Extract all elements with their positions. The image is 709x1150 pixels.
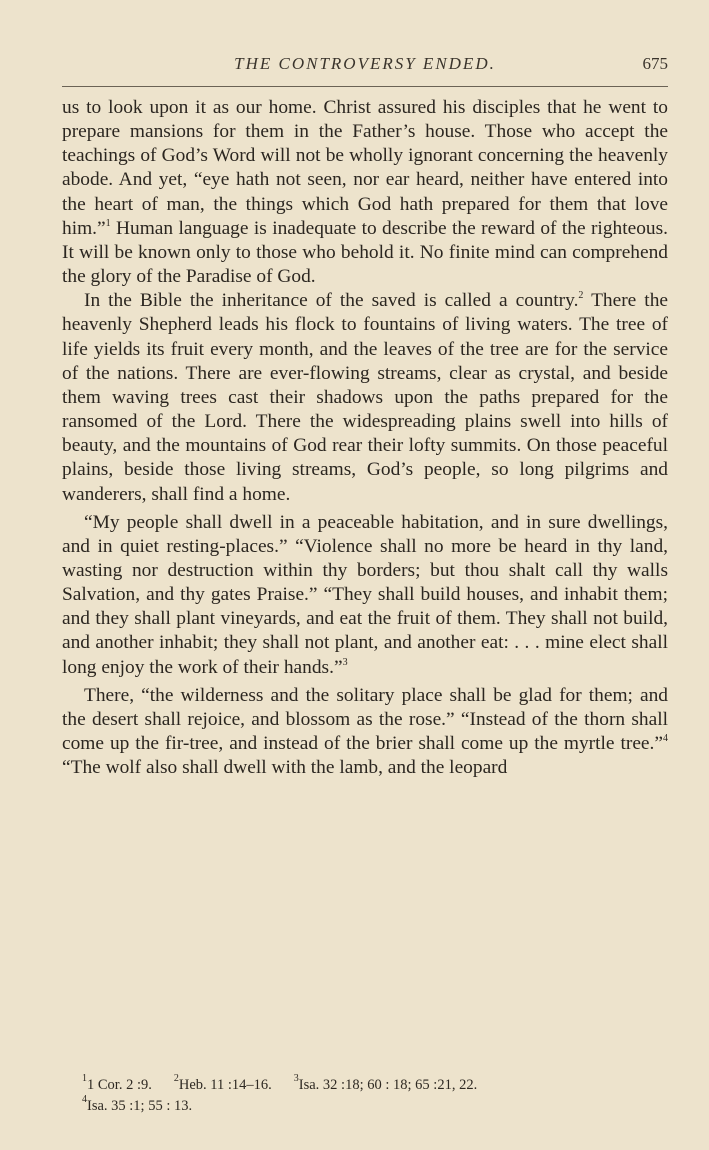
footnote-text: Isa. 32 :18; 60 : 18; 65 :21, 22. bbox=[298, 1077, 478, 1093]
footnote-mark: 1 bbox=[82, 1073, 87, 1084]
running-head bbox=[62, 54, 668, 78]
footnote-3 bbox=[293, 1073, 478, 1093]
footnote-ref-3: 3 bbox=[342, 656, 348, 668]
paragraph-2-tail: There the heavenly Shepherd leads his flock to fountains of living waters. The tree of life yields its fruit every month, and the leaves of the tree are for the service of the nations. There are ever-flowing streams, clear as crystal, and beside them waving trees cast their shadows upon the paths prepared for the ransomed of the Lord. There the widespreading plains swell into hills of beauty, and the mountains of God rear their lofty summits. On those peaceful plains, beside those living streams, God’s people, so long pilgrims and wanderers, shall find a home. bbox=[62, 290, 668, 505]
footnotes bbox=[82, 1075, 668, 1117]
paragraph-1 bbox=[62, 96, 668, 289]
paragraph-3-text: “My people shall dwell in a peaceable habitation, and in sure dwellings, and in quiet resting-places.” “Violence shall no more be heard in thy land, wasting nor destruction within thy borders; but thou shalt call thy walls Salvation, and thy gates Praise.” “They shall build houses, and inhabit them; and they shall plant vineyards, and eat the fruit of them. They shall not build, and another inhabit; they shall not plant, and another eat: . . . mine elect shall long enjoy the work of their hands.” bbox=[62, 511, 668, 678]
paragraph-4-tail: “The wolf also shall dwell with the lamb, and the leopard bbox=[62, 757, 508, 779]
footnote-2 bbox=[173, 1073, 272, 1093]
footnote-ref-4: 4 bbox=[663, 733, 668, 745]
footnote-line-1 bbox=[82, 1075, 668, 1096]
footnote-mark: 2 bbox=[173, 1073, 179, 1084]
header-rule bbox=[62, 86, 668, 87]
footnote-text: Heb. 11 :14–16. bbox=[178, 1077, 272, 1093]
paragraph-2 bbox=[62, 289, 668, 506]
paragraph-4 bbox=[62, 684, 668, 781]
footnote-mark: 3 bbox=[293, 1073, 299, 1084]
footnote-line-2 bbox=[82, 1096, 668, 1117]
body-text bbox=[62, 96, 668, 780]
footnote-mark: 4 bbox=[82, 1094, 87, 1105]
footnote-ref-1: 1 bbox=[105, 217, 111, 229]
paragraph-1-tail: Human language is inadequate to describe the reward of the righteous. It will be known only to those who behold it. No finite mind can comprehend the glory of the Paradise of God. bbox=[62, 217, 668, 288]
paragraph-2-text: In the Bible the inheritance of the saved is called a country. bbox=[84, 290, 579, 312]
paragraph-4-text: There, “the wilderness and the solitary place shall be glad for them; and the desert shall rejoice, and blossom as the rose.” “Instead of the thorn shall come up the fir-tree, and instead of the brier shall come up the myrtle tree.” bbox=[62, 684, 668, 755]
footnote-ref-2: 2 bbox=[578, 290, 584, 302]
footnote-text: 1 Cor. 2 :9. bbox=[87, 1077, 152, 1093]
footnote-1 bbox=[82, 1073, 152, 1093]
running-title: THE CONTROVERSY ENDED. bbox=[234, 54, 496, 73]
paragraph-3 bbox=[62, 511, 668, 680]
footnote-4 bbox=[82, 1094, 193, 1114]
footnote-text: Isa. 35 :1; 55 : 13. bbox=[87, 1098, 193, 1114]
page-number: 675 bbox=[642, 54, 668, 73]
paragraph-1-text: us to look upon it as our home. Christ assured his disciples that he went to prepare mansions for them in the Father’s house. Those who accept the teachings of God’s Word will not be wholly ignorant concerning the heavenly abode. And yet, “eye hath not seen, nor ear heard, neither have entered into the heart of man, the things which God hath prepared for them that love him.” bbox=[62, 97, 668, 239]
